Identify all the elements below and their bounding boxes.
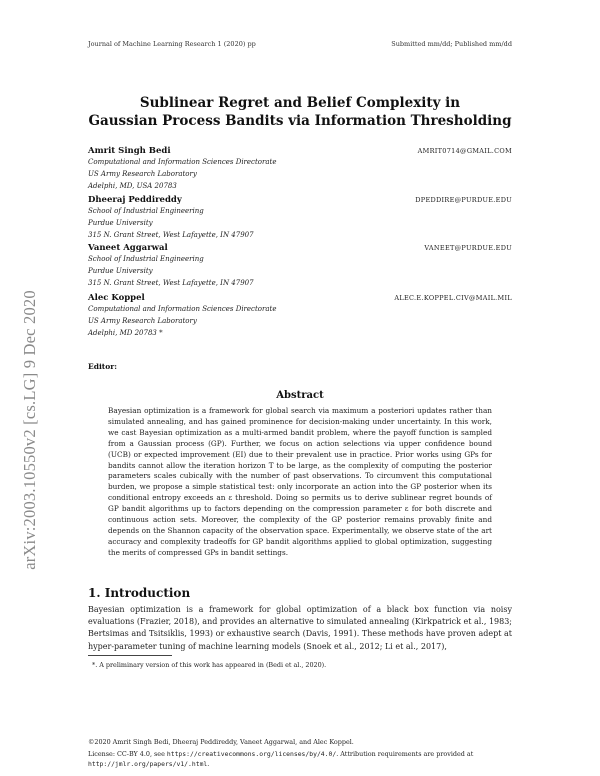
affiliation-line: US Army Research Laboratory [88, 170, 197, 178]
jmlr-url-link[interactable]: http://jmlr.org/papers/v1/.html [88, 760, 208, 768]
title-line-2: Gaussian Process Bandits via Information Thresholding [88, 113, 512, 129]
author-block-1 [88, 146, 512, 192]
license-end: . [207, 760, 210, 768]
abstract-heading: Abstract [276, 390, 324, 401]
abstract-text: Bayesian optimization is a framework for global search via maximum a posteriori updates rather than simulated annealing, and has gained prominence for decision-making under uncertainty. In this work, we cast Bayesian optimization as a multi-armed bandit problem, where the payoff function is sampled from a Gaussian process (GP). Further, we focus on action selections via upper confidence bound (UCB) or expected improvement (EI) due to their prevalent use in practice. Prior works using GPs for bandits cannot allow the iteration horizon T to be large, as the complexity of computing the posterior parameters scales cubically with the number of past observations. To circumvent this computational burden, we propose a simple statistical test: only incorporate an action into the GP posterior when its conditional entropy exceeds an ε threshold. Doing so permits us to derive sublinear regret bounds of GP bandit algorithms up to factors depending on the compression parameter ε for both discrete and continuous action sets. Moreover, the complexity of the GP posterior remains provably finite and depends on the Shannon capacity of the observation space. Experimentally, we observe state of the art accuracy and complexity tradeoffs for GP bandit algorithms applied to global optimization, suggesting the merits of compressed GPs in bandit settings. [108, 406, 492, 557]
intro-paragraph: Bayesian optimization is a framework for global optimization of a black box function via noisy evaluations (Frazier, 2018), and provides an alternative to simulated annealing (Kirkpatrick et al., 1983; Bertsimas and Tsitsiklis, 1993) or exhaustive search (Davis, 1991). These methods have proven adept at hyper-parameter tuning of machine learning models (Snoek et al., 2012; Li et al., 2017), [88, 605, 512, 651]
submission-dates: Submitted mm/dd; Published mm/dd [391, 40, 512, 48]
author-name: Dheeraj Peddireddy [88, 195, 182, 205]
author-email: DPEDDIRE@PURDUE.EDU [415, 196, 512, 204]
affiliation-line: School of Industrial Engineering [88, 207, 204, 215]
author-block-2 [88, 195, 512, 241]
affiliation-line: Adelphi, MD 20783 * [88, 329, 163, 337]
copyright-line: ©2020 Amrit Singh Bedi, Dheeraj Peddireddy, Vaneet Aggarwal, and Alec Koppel. [88, 738, 354, 746]
affiliation-line: Computational and Information Sciences Directorate [88, 158, 277, 166]
title-line-1: Sublinear Regret and Belief Complexity in [139, 95, 461, 111]
affiliation-line: US Army Research Laboratory [88, 317, 197, 325]
affiliation-line: 315 N. Grant Street, West Lafayette, IN 47907 [88, 279, 254, 287]
journal-header: Journal of Machine Learning Research 1 (2020) pp [88, 40, 256, 48]
affiliation-line: Computational and Information Sciences Directorate [88, 305, 277, 313]
footnote: *. A preliminary version of this work has appeared in (Bedi et al., 2020). [92, 661, 327, 669]
section-heading-introduction: 1. Introduction [88, 586, 191, 600]
affiliation-line: 315 N. Grant Street, West Lafayette, IN 47907 [88, 231, 254, 239]
author-name: Alec Koppel [88, 293, 145, 303]
author-name: Amrit Singh Bedi [88, 146, 171, 156]
affiliation-line: Adelphi, MD, USA 20783 [88, 182, 177, 190]
license-text [88, 749, 512, 769]
author-block-4 [88, 293, 512, 339]
author-name: Vaneet Aggarwal [88, 243, 168, 253]
editor-label: Editor: [88, 362, 117, 371]
footnote-rule [88, 655, 172, 656]
affiliation-line: Purdue University [88, 267, 153, 275]
affiliation-line: Purdue University [88, 219, 153, 227]
license-url-link[interactable]: https://creativecommons.org/licenses/by/4.0/ [166, 750, 337, 758]
author-email: AMRIT0714@GMAIL.COM [417, 147, 512, 155]
affiliation-line: School of Industrial Engineering [88, 255, 204, 263]
author-email: ALEC.E.KOPPEL.CIV@MAIL.MIL [394, 294, 512, 302]
author-email: VANEET@PURDUE.EDU [424, 244, 512, 252]
paper-title [0, 94, 600, 130]
author-block-3 [88, 243, 512, 289]
license-mid: . Attribution requirements are provided at [336, 750, 474, 758]
arxiv-side-label: arXiv:2003.10550v2 [cs.LG] 9 Dec 2020 [20, 290, 39, 570]
license-prefix: License: CC-BY 4.0, see [88, 750, 167, 758]
